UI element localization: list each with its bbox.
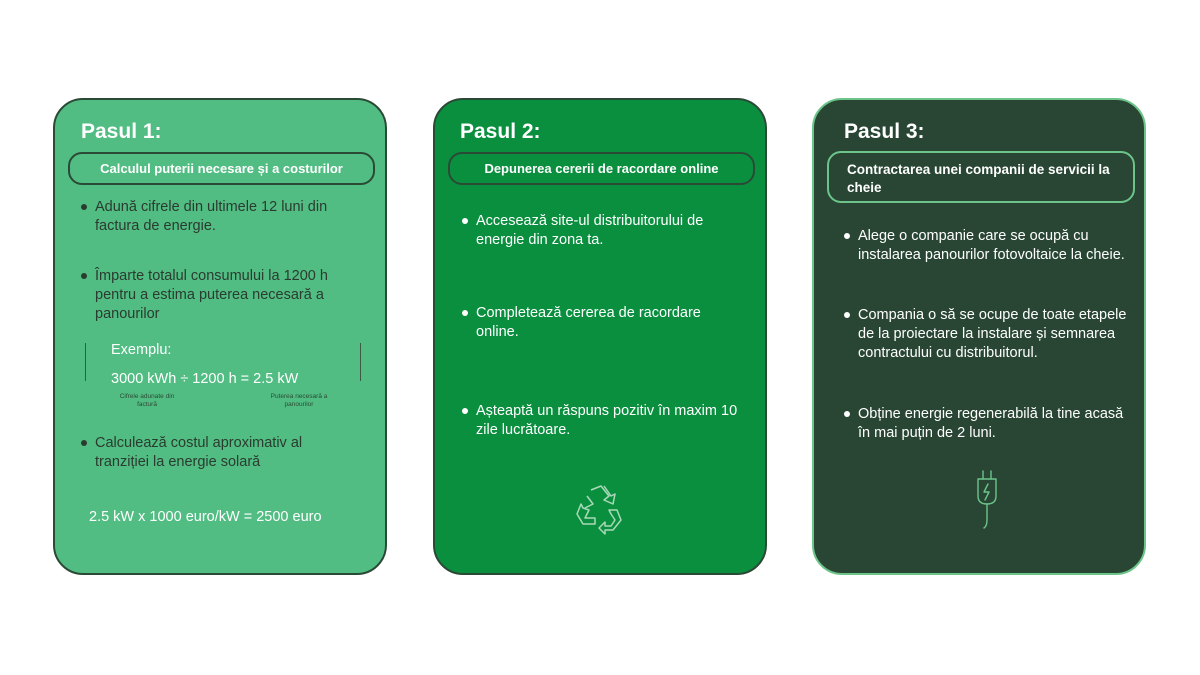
list-item: Împarte totalul consumului la 1200 h pentru a estima puterea necesară a panourilor	[81, 267, 351, 324]
electric-plug-icon	[974, 468, 1000, 530]
example-caption-right: Puterea necesară a panourilor	[270, 393, 328, 408]
list-item: Așteaptă un răspuns pozitiv în maxim 10 zile lucrătoare.	[462, 402, 742, 440]
example-caption-left: Cifrele adunate din factură	[119, 393, 175, 408]
example-formula: 3000 kWh ÷ 1200 h = 2.5 kW	[111, 371, 299, 387]
step-card-3	[812, 98, 1146, 575]
list-item: Compania o să se ocupe de toate etapele de la proiectare la instalare și semnarea contractului cu distribuitorul.	[844, 306, 1134, 363]
step-subtitle: Depunerea cererii de racordare online	[448, 152, 755, 185]
list-item: Accesează site-ul distribuitorului de energie din zona ta.	[462, 212, 742, 250]
list-item: Adună cifrele din ultimele 12 luni din factura de energie.	[81, 198, 351, 236]
list-item: Completează cererea de racordare online.	[462, 304, 742, 342]
step-card-2	[433, 98, 767, 575]
example-label: Exemplu:	[111, 342, 172, 358]
step-card-1	[53, 98, 387, 575]
step-title: Pasul 3:	[844, 120, 925, 143]
cost-formula: 2.5 kW x 1000 euro/kW = 2500 euro	[89, 509, 322, 525]
step-title: Pasul 2:	[460, 120, 541, 143]
step-subtitle: Contractarea unei companii de servicii la cheie	[827, 151, 1135, 203]
step-subtitle: Calculul puterii necesare și a costurilor	[68, 152, 375, 185]
recycle-icon	[571, 482, 627, 536]
step-title: Pasul 1:	[81, 120, 162, 143]
list-item: Calculează costul aproximativ al tranziției la energie solară	[81, 434, 351, 472]
list-item: Obține energie regenerabilă la tine acasă în mai puțin de 2 luni.	[844, 405, 1134, 443]
list-item: Alege o companie care se ocupă cu instalarea panourilor fotovoltaice la cheie.	[844, 227, 1134, 265]
